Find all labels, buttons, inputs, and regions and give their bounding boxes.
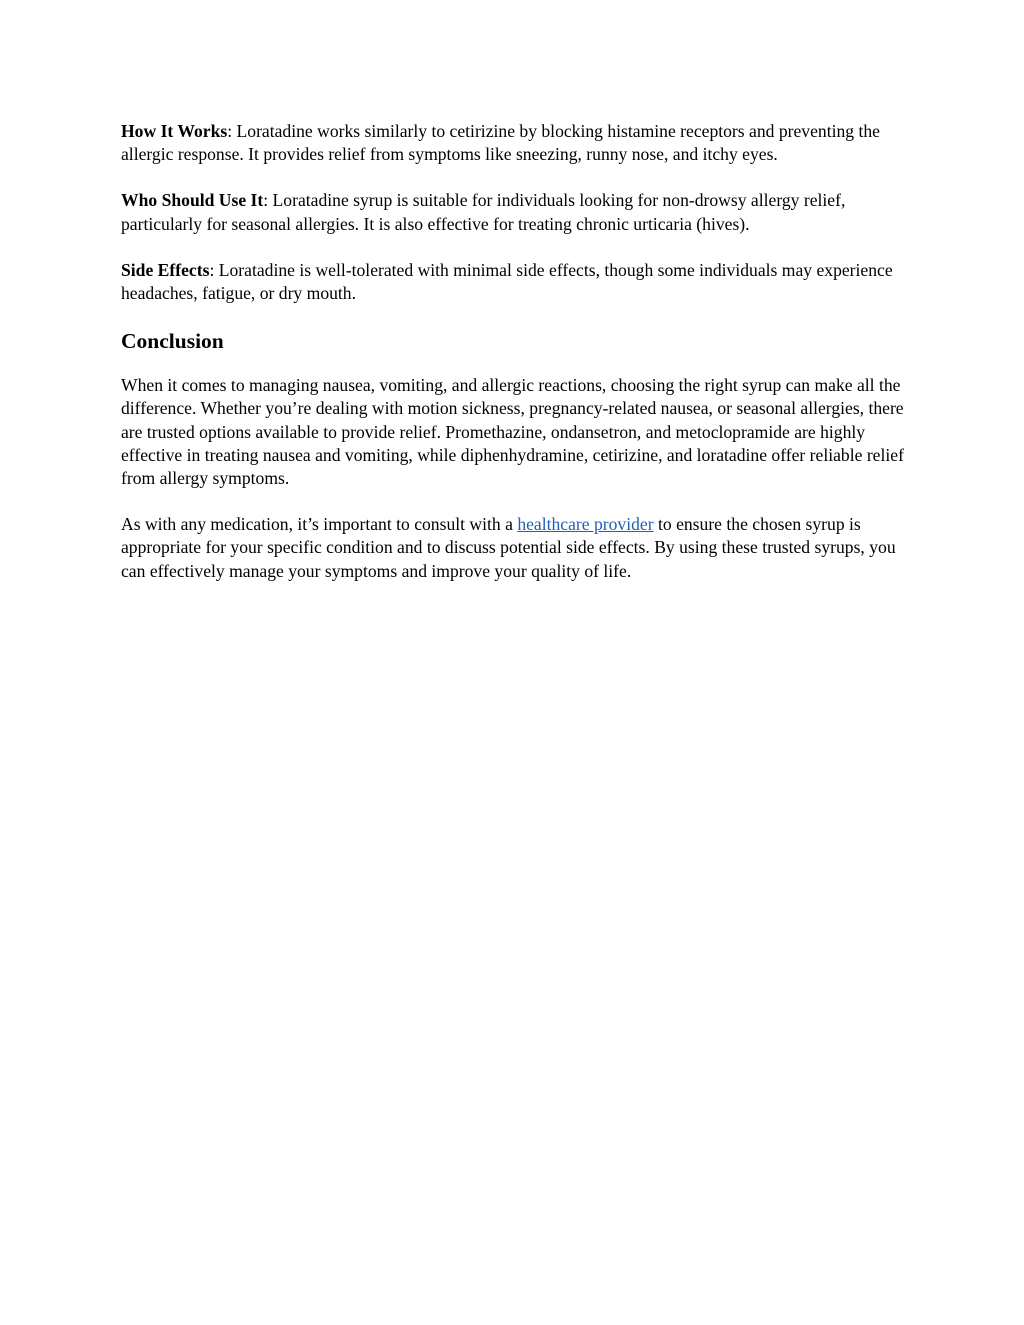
- conclusion-paragraph-1: When it comes to managing nausea, vomiting, and allergic reactions, choosing the right syrup can make all the difference. Whether you’re dealing with motion sickness, pregnancy-related nausea, or seasonal allergies, there are trusted options available to provide relief. Promethazine, ondansetron, and metoclopramide are highly effective in treating nausea and vomiting, while diphenhydramine, cetirizine, and loratadine offer reliable relief from allergy symptoms.: [121, 375, 904, 489]
- conclusion-paragraph-2-start: As with any medication, it’s important to consult with a: [121, 514, 518, 535]
- who-should-use-label: Who Should Use It: [121, 190, 264, 211]
- how-it-works-text: : Loratadine works similarly to cetirizine by blocking histamine receptors and preventing the allergic response. It provides relief from symptoms like sneezing, runny nose, and itchy eyes.: [121, 121, 880, 165]
- how-it-works-label: How It Works: [121, 121, 228, 141]
- side-effects-text: : Loratadine is well-tolerated with minimal side effects, though some individuals may experience headaches, fatigue, or dry mouth.: [121, 259, 893, 304]
- side-effects-label: Side Effects: [121, 259, 210, 280]
- conclusion-paragraph-2: [121, 513, 911, 583]
- how-it-works-paragraph: [121, 120, 911, 166]
- healthcare-provider-link[interactable]: healthcare provider: [517, 514, 654, 535]
- document-page: [121, 120, 911, 606]
- who-should-use-text: : Loratadine syrup is suitable for individuals looking for non-drowsy allergy relief, particularly for seasonal allergies. It is also effective for treating chronic urticaria (hives).: [121, 190, 846, 234]
- side-effects-paragraph: [121, 259, 911, 305]
- conclusion-paragraph-2-end: to ensure the chosen syrup is appropriate for your specific condition and to discuss potential side effects. By using these trusted syrups, you can effectively manage your symptoms and improve your quality of life.: [121, 514, 896, 581]
- conclusion-heading: Conclusion: [121, 329, 224, 354]
- who-should-use-paragraph: [121, 189, 911, 235]
